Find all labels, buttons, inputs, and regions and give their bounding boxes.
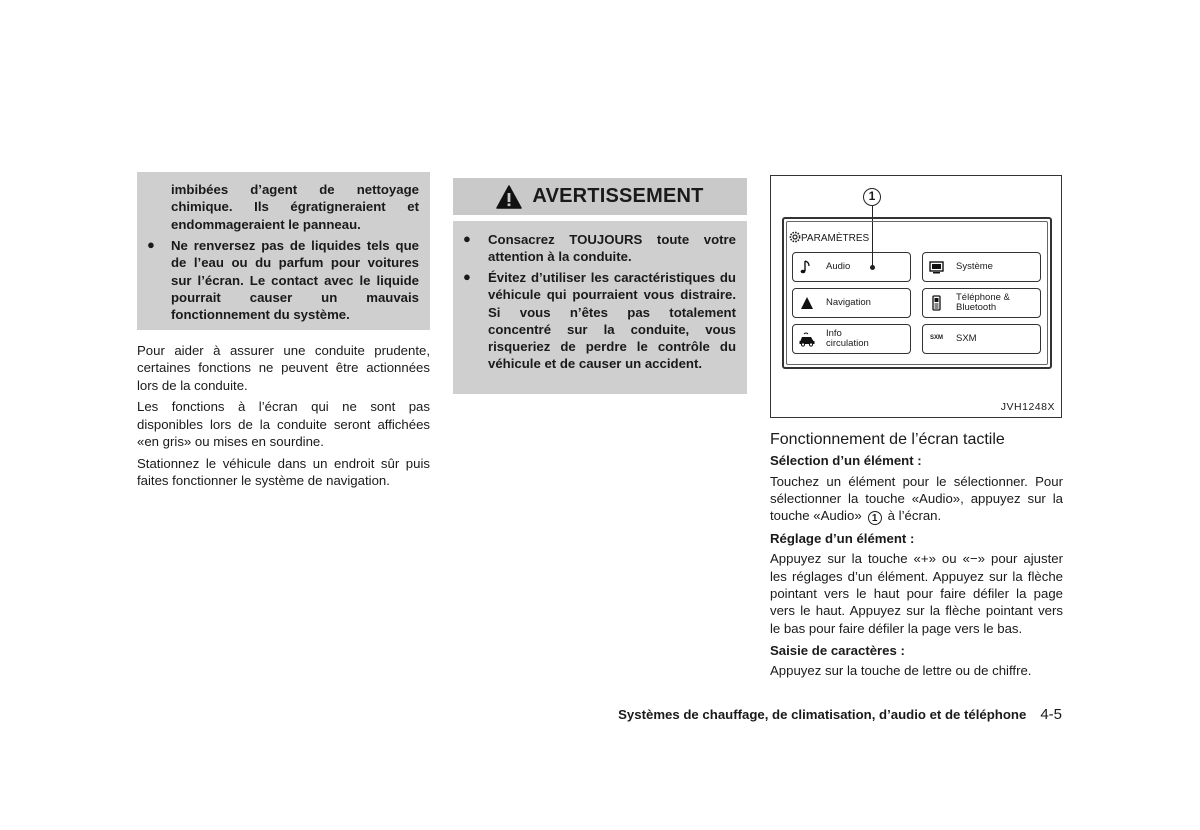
sxm-icon: SXM	[930, 335, 944, 341]
monitor-icon	[928, 259, 946, 275]
phone-bluetooth-tile[interactable]	[922, 288, 1041, 318]
warning-title: AVERTISSEMENT	[532, 185, 704, 207]
system-tile[interactable]	[922, 252, 1041, 282]
tile-label: Info circulation	[826, 328, 869, 349]
subsection-title: Saisie de caractères :	[770, 642, 905, 658]
traffic-info-tile[interactable]	[792, 324, 911, 354]
audio-tile[interactable]	[792, 252, 911, 282]
warning-item: Consacrez TOUJOURS toute votre attention à la conduite.	[488, 232, 736, 265]
warning-header	[453, 178, 747, 215]
bullet-icon: ●	[463, 269, 471, 284]
chapter-title: Systèmes de chauffage, de climatisation, d’audio et de téléphone	[618, 707, 1027, 722]
music-note-icon	[798, 259, 816, 275]
tile-label: Téléphone & Bluetooth	[956, 292, 1010, 313]
page-number: 4-5	[1040, 706, 1062, 723]
phone-icon	[928, 295, 946, 311]
tile-label: Audio	[826, 261, 851, 272]
paragraph: Touchez un élément pour le sélectionner. Pour sélectionner la touche «Audio», appuyez sur la touche «Audio» 1 à l’écran.	[770, 473, 1063, 525]
warning-item: Évitez d’utiliser les caractéristiques du véhicule qui pourraient vous distraire. Si vous n’êtes pas totalement concentré sur la conduite, vous risqueriez de perdre le contrôle du véhicule et de causer un accident.	[488, 270, 736, 372]
section-heading: Fonctionnement de l’écran tactile	[770, 431, 1005, 448]
warning-triangle-icon	[496, 185, 522, 209]
tile-label: Navigation	[826, 297, 871, 308]
subsection-title: Sélection d’un élément :	[770, 453, 922, 469]
settings-screen-figure	[770, 175, 1062, 418]
right-body-text	[770, 431, 1063, 685]
warning-body	[453, 221, 747, 394]
bullet-icon: ●	[147, 237, 155, 252]
callout-ref: 1	[868, 511, 882, 525]
paragraph: Les fonctions à l’écran qui ne sont pas disponibles lors de la conduite seront affichées «en gris» ou mises en sourdine.	[137, 399, 430, 449]
paragraph: Pour aider à assurer une conduite prudente, certaines fonctions ne peuvent être actionnées lors de la conduite.	[137, 343, 430, 393]
tile-label: SXM	[956, 333, 977, 344]
sxm-tile[interactable]	[922, 324, 1041, 354]
figure-code: JVH1248X	[1000, 401, 1055, 413]
callout-number: 1	[863, 188, 881, 206]
tile-label: Système	[956, 261, 993, 272]
warning-continuation-text: imbibées d’agent de nettoyage chimique. Ils égratigneraient et endommageraient le panneau.	[171, 182, 419, 232]
warning-bullet-text: Ne renversez pas de liquides tels que de l’eau ou du parfum pour voitures sur l’écran. Le contact avec le liquide pourrait causer un mauvais fonctionnement du système.	[171, 238, 419, 323]
touch-screen	[782, 217, 1052, 369]
bullet-icon: ●	[463, 231, 471, 246]
paragraph: Stationnez le véhicule dans un endroit sûr puis faites fonctionner le système de navigation.	[137, 455, 430, 489]
paragraph: Appuyez sur la touche de lettre ou de chiffre.	[770, 663, 1032, 679]
page-footer	[618, 706, 1062, 723]
callout-dot	[870, 265, 875, 270]
navigation-tile[interactable]	[792, 288, 911, 318]
left-body-text	[137, 342, 430, 494]
traffic-car-icon	[798, 331, 816, 347]
subsection-title: Réglage d’un élément :	[770, 531, 915, 547]
screen-title: PARAMÈTRES	[801, 233, 870, 244]
gear-icon	[789, 231, 801, 243]
navigation-arrow-icon	[798, 295, 816, 311]
paragraph: Appuyez sur la touche «+» ou «−» pour ajuster les réglages d’un élément. Appuyez sur la flèche pointant vers le haut pour faire défiler la page vers le haut. Appuyez sur la flèche pointant vers le bas pour faire défiler la page vers le bas.	[770, 551, 1063, 636]
warning-continuation-box	[137, 172, 430, 330]
